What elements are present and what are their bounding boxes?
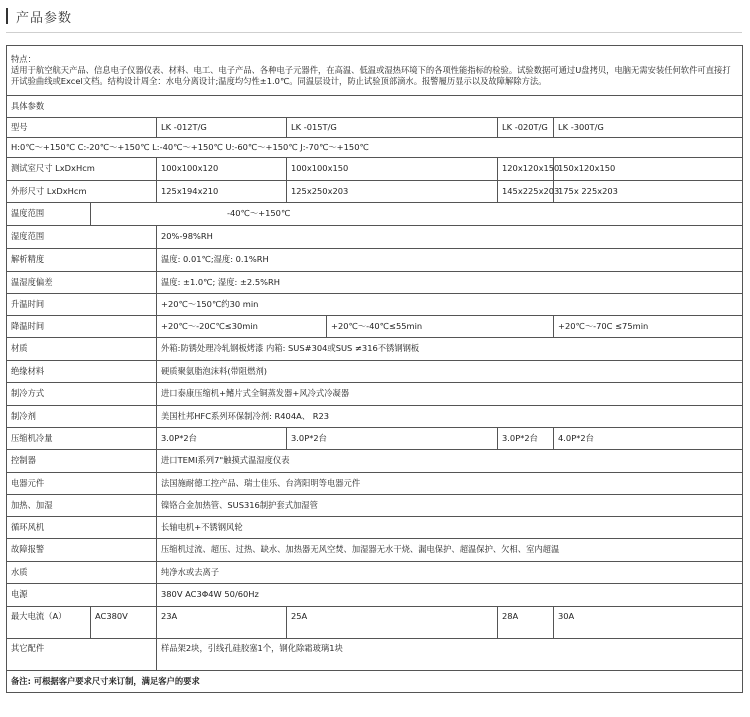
value-cell: 压缩机过流、超压、过热、缺水、加热器无风空焚、加湿器无水干烧、漏电保护、超温保护、欠相、室内超温 (157, 539, 743, 562)
features-row (7, 46, 743, 96)
inner-size-row (7, 158, 743, 181)
model-cell: LK -012T/G (157, 118, 287, 138)
cool-time-row (7, 316, 743, 338)
humidity-range-row (7, 226, 743, 249)
row-label: 制冷剂 (7, 406, 157, 428)
value-cell: 纯净水或去离子 (157, 562, 743, 584)
model-cell: LK -015T/G (287, 118, 498, 138)
row-label: 湿度范围 (7, 226, 157, 249)
value-cell: -40℃～+150℃ (91, 203, 743, 226)
value-cell: 3.0P*2台 (498, 428, 554, 450)
value-cell: 4.0P*2台 (554, 428, 743, 450)
electrical-row (7, 473, 743, 495)
value-cell: 100x100x150 (287, 158, 498, 181)
model-label: 型号 (7, 118, 157, 138)
value-cell: 120x120x150 (498, 158, 554, 181)
row-label: 升温时间 (7, 294, 157, 316)
refrigerant-row (7, 406, 743, 428)
row-label: 控制器 (7, 450, 157, 473)
value-cell: 外箱:防锈处理冷轧钢板烤漆 内箱: SUS#304或SUS ≠316不锈钢钢板 (157, 338, 743, 361)
value-cell: 硬质聚氨脂泡沫料(带阻燃剂) (157, 361, 743, 383)
value-cell: 温度: 0.01℃;湿度: 0.1%RH (157, 249, 743, 272)
value-cell: 25A (287, 607, 498, 639)
resolution-row (7, 249, 743, 272)
value-cell: 23A (157, 607, 287, 639)
model-row (7, 118, 743, 138)
value-cell: 20%-98%RH (157, 226, 743, 249)
material-row (7, 338, 743, 361)
water-row (7, 562, 743, 584)
row-label: 材质 (7, 338, 157, 361)
heating-row (7, 495, 743, 517)
temp-codes-row (7, 138, 743, 158)
max-current-row (7, 607, 743, 639)
value-cell: 150x120x150 (554, 158, 743, 181)
value-cell: 175x 225x203 (554, 181, 743, 203)
insulation-row (7, 361, 743, 383)
fan-row (7, 517, 743, 539)
row-label: 循环风机 (7, 517, 157, 539)
row-label: 电源 (7, 584, 157, 607)
value-cell: 温度: ±1.0℃; 湿度: ±2.5%RH (157, 272, 743, 294)
model-cell: LK -300T/G (554, 118, 743, 138)
header-accent-bar (6, 8, 8, 24)
value-cell: 进口泰康压缩机+鳍片式全铜蒸发器+风冷式冷凝器 (157, 383, 743, 406)
value-cell: +20℃～-20C℃≤30min (157, 316, 327, 338)
row-label: 制冷方式 (7, 383, 157, 406)
value-cell: 100x100x120 (157, 158, 287, 181)
row-label: 最大电流（A） (7, 607, 91, 639)
compressor-row (7, 428, 743, 450)
note-row (7, 671, 743, 693)
value-cell: 进口TEMI系列7"触摸式温湿度仪表 (157, 450, 743, 473)
value-cell: 3.0P*2台 (157, 428, 287, 450)
section-label: 具体参数 (7, 96, 743, 118)
row-label: 加热、加湿 (7, 495, 157, 517)
value-cell: 30A (554, 607, 743, 639)
cooling-method-row (7, 383, 743, 406)
power-row (7, 584, 743, 607)
value-cell: 法国施耐德工控产品、瑞士佳乐、台湾阳明等电器元件 (157, 473, 743, 495)
controller-row (7, 450, 743, 473)
value-cell: +20℃～-70C ≤75min (554, 316, 743, 338)
header-divider (6, 32, 742, 33)
value-cell: +20℃～-40℃≤55min (327, 316, 554, 338)
value-cell: 380V AC3Φ4W 50/60Hz (157, 584, 743, 607)
features-cell (7, 46, 743, 96)
row-label: 压缩机冷量 (7, 428, 157, 450)
row-label: 外形尺寸 LxDxHcm (7, 181, 157, 203)
value-cell: 28A (498, 607, 554, 639)
value-cell: 145x225x203 (498, 181, 554, 203)
outer-size-row (7, 181, 743, 203)
row-label: 温度范围 (7, 203, 91, 226)
value-cell: 样品架2块，引线孔硅胶塞1个，钢化除霜玻璃1块 (157, 639, 743, 671)
heat-time-row (7, 294, 743, 316)
row-label: 故障报警 (7, 539, 157, 562)
page-title: 产品参数 (16, 10, 73, 26)
model-cell: LK -020T/G (498, 118, 554, 138)
row-label: 温湿度偏差 (7, 272, 157, 294)
section-label-row (7, 96, 743, 118)
temp-range-row (7, 203, 743, 226)
value-cell: 3.0P*2台 (287, 428, 498, 450)
value-cell: 镍铬合金加热管、SUS316制护套式加湿管 (157, 495, 743, 517)
deviation-row (7, 272, 743, 294)
row-label: 测试室尺寸 LxDxHcm (7, 158, 157, 181)
value-cell: 125x250x203 (287, 181, 498, 203)
alarm-row (7, 539, 743, 562)
section-header (6, 6, 72, 26)
row-label: 降温时间 (7, 316, 157, 338)
spec-table (6, 45, 743, 693)
features-label: 特点： (11, 53, 36, 64)
value-cell: 125x194x210 (157, 181, 287, 203)
voltage-cell: AC380V (91, 607, 157, 639)
row-label: 解析精度 (7, 249, 157, 272)
value-cell: +20℃～150℃约30 min (157, 294, 743, 316)
features-text: 适用于航空航天产品、信息电子仪器仪表、材料、电工、电子产品、各种电子元器件，在高温、低温或湿热环境下的各项性能指标的检验。试验数据可通过U盘拷贝，电脑无需安装任何软件可直接打开试验曲线或Excel文档。结构设计周全：水电分离设计;温度均匀性±1.0℃。同温层设计，防止试验顶部滴水。报警履历显示以及故障解除方法。 (11, 64, 731, 87)
row-label: 电器元件 (7, 473, 157, 495)
value-cell: 美国杜邦HFC系列环保制冷剂: R404A、 R23 (157, 406, 743, 428)
row-label: 其它配件 (7, 639, 157, 671)
note: 备注: 可根据客户要求尺寸来订制，满足客户的要求 (7, 671, 743, 693)
temp-codes: H:0℃～+150℃ C:-20℃～+150℃ L:-40℃～+150℃ U:-60℃～+150℃ J:-70℃～+150℃ (7, 138, 743, 158)
value-cell: 长轴电机+不锈钢风轮 (157, 517, 743, 539)
row-label: 绝缘材料 (7, 361, 157, 383)
row-label: 水质 (7, 562, 157, 584)
accessories-row (7, 639, 743, 671)
